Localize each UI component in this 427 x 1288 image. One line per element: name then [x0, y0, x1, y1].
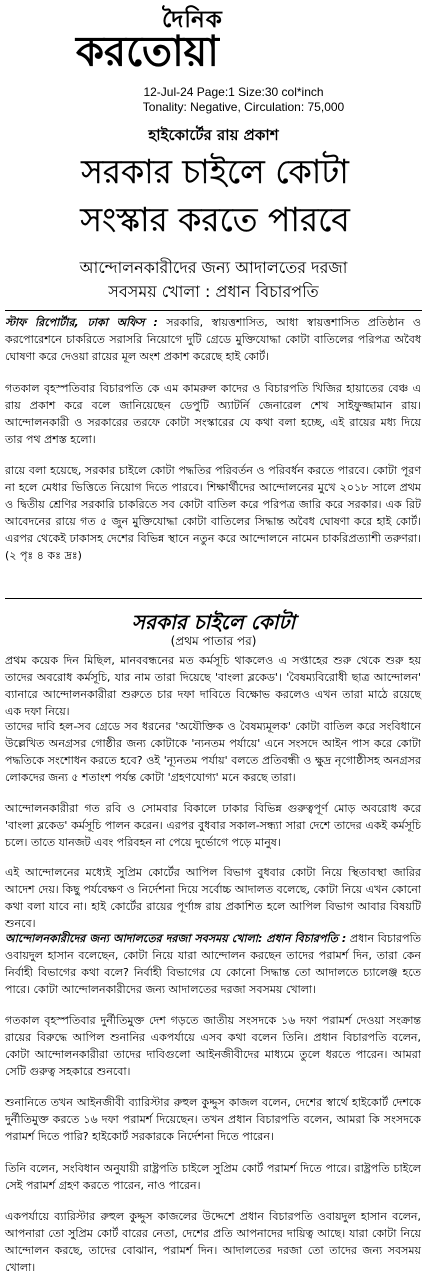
- subsection-heading: আন্দোলনকারীদের জন্য আদালতের দরজা সবসময় খোলা: প্রধান বিচারপতি :: [5, 932, 347, 945]
- logo-small-text: দৈনিক: [162, 7, 223, 33]
- divider: [5, 598, 422, 599]
- masthead: [0, 0, 427, 80]
- paragraph-1: [5, 314, 421, 365]
- continuation-title: সরকার চাইলে কোটা: [131, 610, 296, 634]
- paragraph-2: গতকাল বৃহস্পতিবার বিচারপতি কে এম কামরুল কাদের ও বিচারপতি খিজির হায়াতের বেঞ্চ এ রায় প্রকাশ করে বলে জানিয়েছেন ডেপুটি অ্যাটর্নি জেনারেল শেখ সাইফুজ্জামান রায়। আন্দোলনকারী ও সরকারের তরফে কোটা সংস্কারের যে কথা বলা হচ্ছে, এই রায়ের মধ্য দিয়ে তার পথ প্রশস্ত হলো।: [5, 382, 421, 446]
- divider: [5, 310, 422, 311]
- continuation-subtitle: (প্রথম পাতার পর): [170, 634, 257, 648]
- headline-line-2: সংস্কার করতে পারবে: [80, 200, 350, 239]
- paragraph-3: রায়ে বলা হয়েছে, সরকার চাইলে কোটা পদ্ধতির পরিবর্তন ও পরিবর্ধন করতে পারবে। কোটা পূরণ না হলে মেধার ভিত্তিতে নিয়োগ দিতে পারবে। শিক্ষার্থীদের আন্দোলনের মুখে ২০১৮ সালে প্রথম ও দ্বিতীয় শ্রেণির সরকারি চাকরিতে সব কোটা বাতিল করে পরিপত্র জারি করে সরকার। এক রিট আবেদনের রায়ে গত ৫ জুন মুক্তিযোদ্ধা কোটা বাতিলের সিদ্ধান্ত অবৈধ ঘোষণা করে হাই কোর্ট। এরপর থেকেই ঢাকাসহ দেশের বিভিন্ন স্থানে নতুন করে আন্দোলনে নামেন চাকরিপ্রত্যাশী তরুণরা। (২ পৃঃ ৪ কঃ দ্রঃ): [5, 464, 421, 562]
- paragraph-8: [5, 930, 421, 998]
- subhead-line-1: আন্দোলনকারীদের জন্য আদালতের দরজা: [79, 258, 348, 277]
- paragraph-11: তিনি বলেন, সংবিধান অনুযায়ী রাষ্ট্রপতি চাইলে সুপ্রিম কোর্ট পরামর্শ দিতে পারে। রাষ্ট্রপতি চাইলে সেই পরামর্শ গ্রহণ করতে পারেন, নাও পারেন।: [5, 1162, 421, 1192]
- subhead-line-2: সবসময় খোলা : প্রধান বিচারপতি: [108, 282, 319, 301]
- paragraph-12: একপর্যায়ে ব্যারিস্টার রুহুল কুদ্দুস কাজলের উদ্দেশে প্রধান বিচারপতি ওবায়দুল হাসান বলেন, আপনারা তো সুপ্রিম কোর্ট বারের নেতা, দেশের প্রতি আপনাদের দায়িত্ব আছে। যারা কোটা নিয়ে আন্দোলন করছে, তাদের বোঝান, পরামর্শ দিন। আদালতের দরজা তো তাদের জন্য সবসময় খোলা।: [5, 1210, 421, 1274]
- newspaper-logo: করতোয়া: [76, 27, 219, 77]
- paragraph-9: গতকাল বৃহস্পতিবার দুর্নীতিমুক্ত দেশ গড়তে জাতীয় সংসদকে ১৬ দফা পরামর্শ দেওয়া সংক্রান্ত রায়ের বিরুদ্ধে আপিল শুনানির একপর্যায়ে এসব কথা বলেন তিনি। প্রধান বিচারপতি বলেন, কোটা আন্দোলনকারীরা তাদের দাবিগুলো আইনজীবীদের মাধ্যমে তুলে ধরতে পারেন। আমরা সেটি গুরুত্ব সহকারে শুনবো।: [5, 1014, 421, 1078]
- paragraph-8-text: প্রধান বিচারপতি ওবায়দুল হাসান বলেছেন, কোটা নিয়ে যারা আন্দোলন করছেন তাদের পরামর্শ দিন, তারা কেন নির্বাহী বিভাগের কথা বলে? নির্বাহী বিভাগের যে কোনো সিদ্ধান্ত তো আদালতে চ্যালেঞ্জ হতে পারে। কোটা আন্দোলনকারীদের জন্য আদালতের দরজা সবসময় খোলা।: [5, 932, 421, 996]
- paragraph-4: প্রথম কয়েক দিন মিছিল, মানববন্ধনের মত কর্মসূচি থাকলেও এ সপ্তাহের শুরু থেকে শুরু হয় তাদের অবরোধ কর্মসূচি, যার নাম তারা দিয়েছে 'বাংলা ব্লকেড'। 'বৈষম্যবিরোধী ছাত্র আন্দোলন' ব্যানারে আন্দোলনকারীরা শুরুতে চার দফা দাবিতে বিক্ষোভ করলেও এখন তারা মাঠে রয়েছে এক দফা নিয়ে।: [5, 654, 421, 718]
- article-kicker: হাইকোর্টের রায় প্রকাশ: [148, 126, 279, 144]
- clipping-meta-line-2: Tonality: Negative, Circulation: 75,000: [142, 100, 345, 114]
- dateline: স্টাফ রিপোর্টার, ঢাকা অফিস :: [5, 316, 158, 329]
- clipping-meta-line-1: 12-Jul-24 Page:1 Size:30 col*inch: [143, 85, 324, 99]
- paragraph-10: শুনানিতে তখন আইনজীবী ব্যারিস্টার রুহুল কুদ্দুস কাজল বলেন, দেশের স্বার্থে হাইকোর্ট দেশকে দুর্নীতিমুক্ত করতে ১৬ দফা পরামর্শ দিয়েছেন। তখন প্রধান বিচারপতি বলেন, আমরা কি সংসদকে পরামর্শ দিতে পারি? হাইকোর্ট সরকারকে নির্দেশনা দিতে পারেন।: [5, 1096, 421, 1143]
- headline-line-1: সরকার চাইলে কোটা: [81, 152, 349, 191]
- paragraph-7: এই আন্দোলনের মধ্যেই সুপ্রিম কোর্টের আপিল বিভাগ বুধবার কোটা নিয়ে স্থিতাবস্থা জারির আদেশ দেয়। কিছু পর্যবেক্ষণ ও নির্দেশনা দিয়ে সর্বোচ্চ আদালত বলেছে, কোটা নিয়ে এখন কোনো কথা বলা যাবে না। হাই কোর্টের রায়ের পূর্ণাঙ্গ রায় প্রকাশিত হলে আপিল বিভাগ আবার বিষয়টি শুনবে।: [5, 866, 421, 930]
- paragraph-5: তাদের দাবি হল-সব গ্রেডে সব ধরনের 'অযৌক্তিক ও বৈষম্যমূলক' কোটা বাতিল করে সংবিধানে উল্লেখিত অনগ্রসর গোষ্ঠীর জন্য কোটাকে 'ন্যনতম পর্যায়ে' এনে সংসদে আইন পাস করে কোটা পদ্ধতিকে সংশোধন করতে হবে? ওই 'ন্যূনতম পর্যায়' বলতে প্রতিবন্ধী ও ক্ষুদ্র নৃগোষ্ঠীসহ অনগ্রসর লোকদের জন্য ৫ শতাংশ পর্যন্ত কোটা 'গ্রহণযোগ্য' মনে করছে তারা।: [5, 720, 421, 784]
- paragraph-1-text: সরকারি, স্বায়ত্তশাসিত, আধা স্বায়ত্তশাসিত প্রতিষ্ঠান ও করপোরেশনে চাকরিতে সরাসরি নিয়োগে দুটি গ্রেডে মুক্তিযোদ্ধা কোটা বাতিলের পরিপত্র অবৈধ ঘোষণা করে দেওয়া রায়ের মূল অংশ প্রকাশ করেছে হাই কোর্ট।: [5, 316, 421, 363]
- paragraph-6: আন্দোলনকারীরা গত রবি ও সোমবার বিকালে ঢাকার বিভিন্ন গুরুত্বপূর্ণ মোড় অবরোধ করে 'বাংলা ব্লকেড' কর্মসূচি পালন করেন। এরপর বুধবার সকাল-সন্ধ্যা সারা দেশে তাদের একই কর্মসূচি চলে। তাতে যানজট এবং পরিবহন না পেয়ে দুর্ভোগে পড়ে মানুষ।: [5, 802, 421, 849]
